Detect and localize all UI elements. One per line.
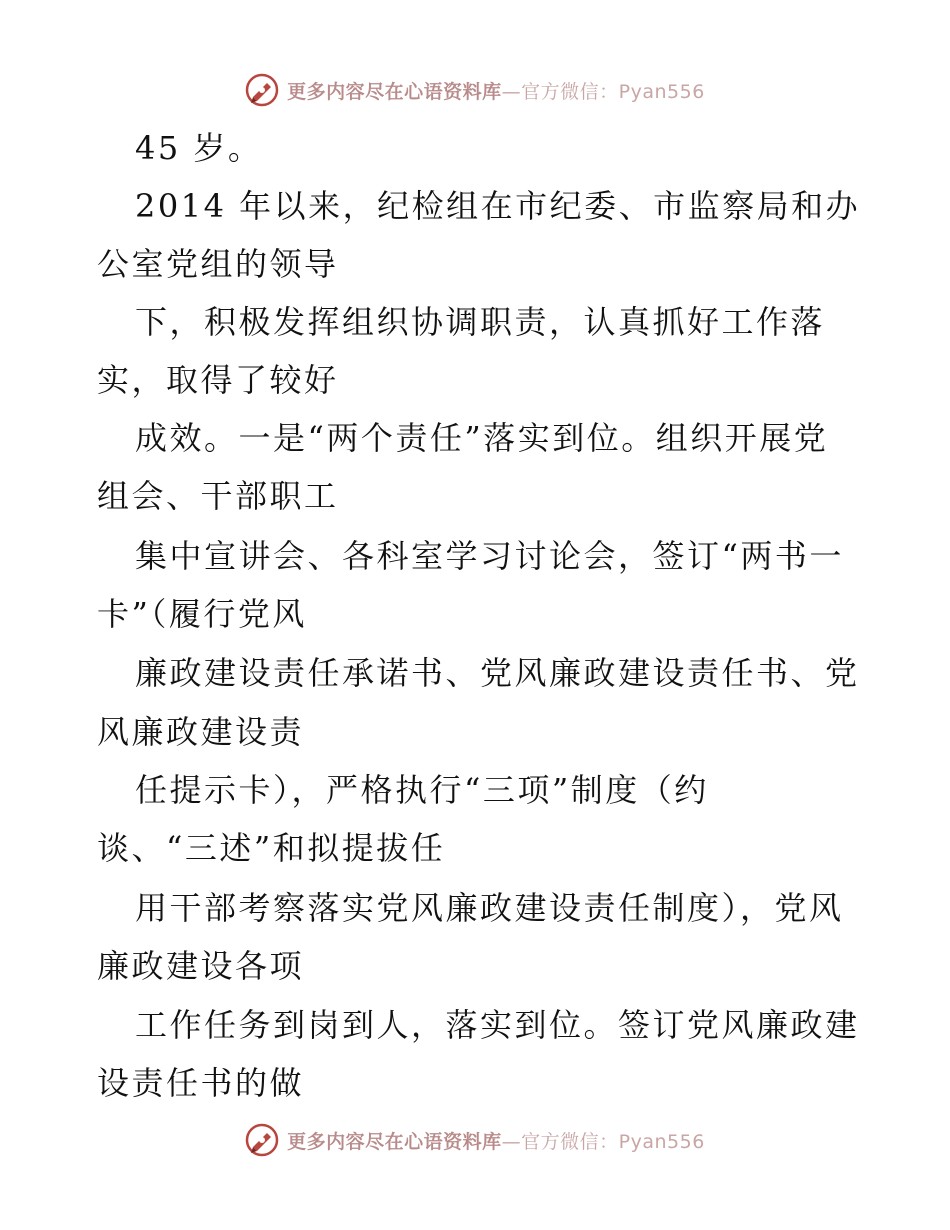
- footer-banner: [0, 1120, 950, 1160]
- text-line: 谈、“三述”和拟提拔任: [97, 829, 446, 867]
- pen-logo-icon: [245, 1123, 279, 1157]
- text-line: 工作任务到岗到人，落实到位。签订党风廉政建: [135, 1006, 860, 1044]
- text-line: 卡”（履行党风: [97, 595, 307, 633]
- text-line: 组会、干部职工: [97, 477, 339, 515]
- text-line: 设责任书的做: [97, 1064, 305, 1102]
- text-line: 集中宣讲会、各科室学习讨论会，签订“两书一: [135, 537, 844, 575]
- footer-banner-text: 更多内容尽在心语资料库—官方微信：Pyan556: [287, 1130, 705, 1153]
- header-banner-text: 更多内容尽在心语资料库—官方微信：Pyan556: [287, 80, 705, 103]
- text-line: 2014 年以来，纪检组在市纪委、市监察局和办: [135, 187, 861, 225]
- text-line: 实，取得了较好: [97, 361, 339, 399]
- text-line: 下，积极发挥组织协调职责，认真抓好工作落: [135, 303, 826, 341]
- text-line: 用干部考察落实党风廉政建设责任制度），党风: [135, 889, 844, 927]
- text-line: 成效。一是“两个责任”落实到位。组织开展党: [135, 419, 829, 457]
- text-line: 任提示卡），严格执行“三项”制度（约: [135, 771, 709, 809]
- text-line: 廉政建设各项: [97, 947, 305, 985]
- text-line: 风廉政建设责: [97, 713, 305, 751]
- header-banner: [0, 70, 950, 110]
- pen-logo-icon: [245, 73, 279, 107]
- text-line: 廉政建设责任承诺书、党风廉政建设责任书、党: [135, 654, 860, 692]
- text-line: 公室党组的领导: [97, 245, 339, 283]
- text-line: 45 岁。: [135, 129, 263, 167]
